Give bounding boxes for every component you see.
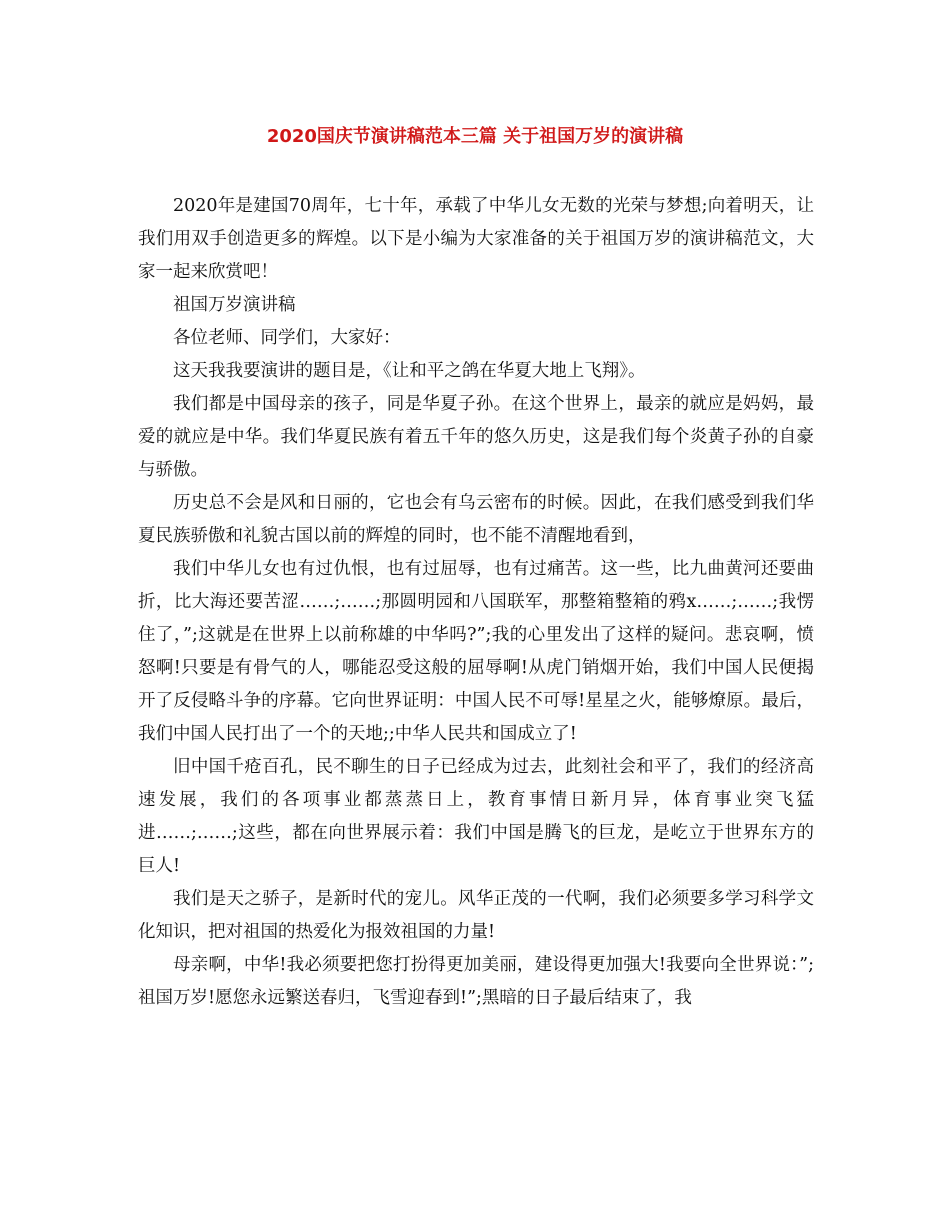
paragraph-speech-heading: 祖国万岁演讲稿 [173,295,296,315]
paragraph-intro: 2020年是建国70周年，七十年，承载了中华儿女无数的光荣与梦想;向着明天，让我们用双手创造更多的辉煌。以下是小编为大家准备的关于祖国万岁的演讲稿范文，大家一起来欣赏吧！ [138,196,814,282]
paragraph-children-of-china: 我们都是中国母亲的孩子，同是华夏子孙。在这个世界上，最亲的就应是妈妈，最爱的就应是中华。我们华夏民族有着五千年的悠久历史，这是我们每个炎黄子孙的自豪与骄傲。 [138,394,814,480]
paragraph-topic: 这天我我要演讲的题目是，《让和平之鸽在华夏大地上飞翔》。 [173,361,646,381]
paragraph-greeting: 各位老师、同学们，大家好： [173,328,401,348]
paragraph-mother-china: 母亲啊，中华!我必须要把您打扮得更加美丽，建设得更加强大!我要向全世界说：”;祖国万岁!愿您永远繁送春归，飞雪迎春到!”;黑暗的日子最后结束了，我 [138,955,814,1008]
paragraph-humiliation: 我们中华儿女也有过仇恨，也有过屈辱，也有过痛苦。这一些，比九曲黄河还要曲折，比大海还要苦涩……;……;那圆明园和八国联军，那整箱整箱的鸦x……;……;我愣住了，”;这就是在世界上以前称雄的中华吗?”;我的心里发出了这样的疑问。悲哀啊，愤怒啊!只要是有骨气的人，哪能忍受这般的屈辱啊!从虎门销烟开始，我们中国人民便揭开了反侵略斗争的序幕。它向世界证明：中国人民不可辱!星星之火，能够燎原。最后，我们中国人民打出了一个的天地;;中华人民共和国成立了! [138,559,814,744]
document-body [138,190,814,1015]
paragraph-history: 历史总不会是风和日丽的，它也会有乌云密布的时候。因此，在我们感受到我们华夏民族骄傲和礼貌古国以前的辉煌的同时，也不能不清醒地看到， [138,493,814,546]
paragraph-development: 旧中国千疮百孔，民不聊生的日子已经成为过去，此刻社会和平了，我们的经济高速发展，我们的各项事业都蒸蒸日上，教育事情日新月异，体育事业突飞猛进……;……;这些，都在向世界展示着：我们中国是腾飞的巨龙，是屹立于世界东方的巨人! [138,757,814,876]
document-title: 2020国庆节演讲稿范本三篇 关于祖国万岁的演讲稿 [266,126,684,147]
paragraph-new-generation: 我们是天之骄子，是新时代的宠儿。风华正茂的一代啊，我们必须要多学习科学文化知识，把对祖国的热爱化为报效祖国的力量! [138,889,814,942]
